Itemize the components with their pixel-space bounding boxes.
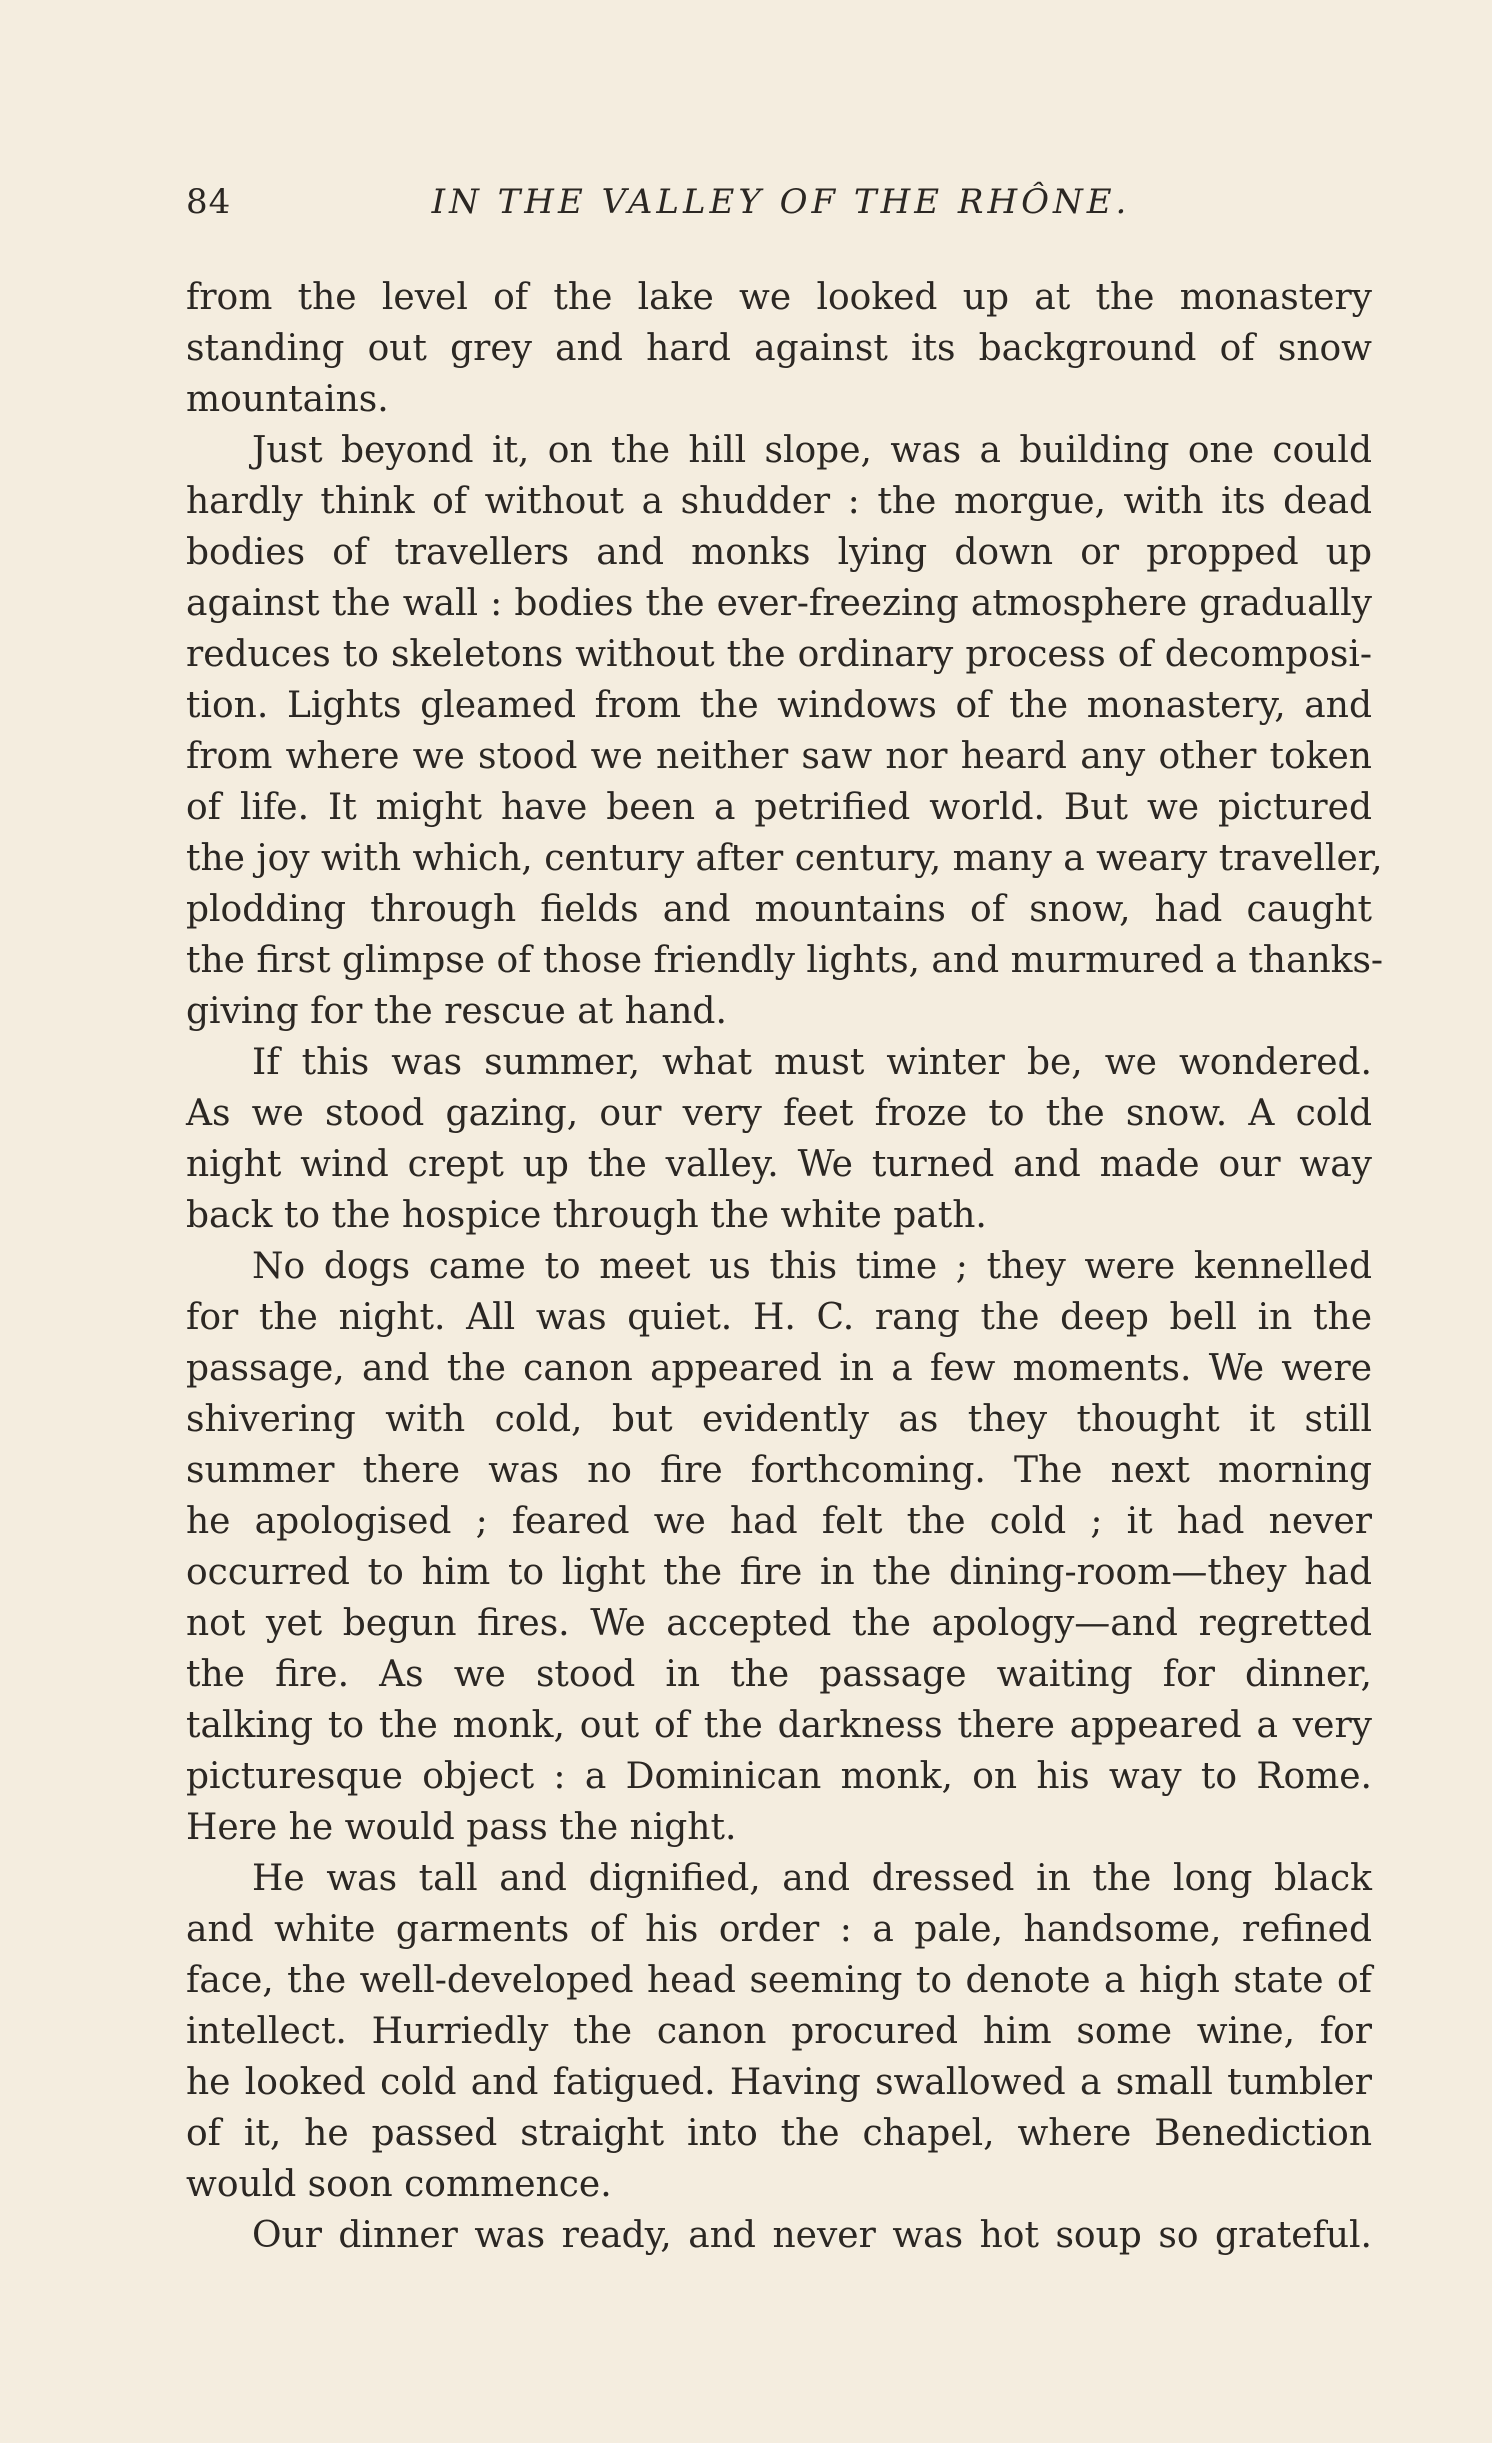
text-line: the fire. As we stood in the passage waiting for dinner,	[186, 1654, 1372, 1695]
text-line: from where we stood we neither saw nor heard any other token	[186, 736, 1372, 777]
text-line: Just beyond it, on the hill slope, was a building one could	[252, 430, 1372, 471]
text-line: Our dinner was ready, and never was hot soup so grateful.	[252, 2215, 1372, 2256]
text-line: back to the hospice through the white path.	[186, 1195, 987, 1236]
text-line: No dogs came to meet us this time ; they were kennelled	[252, 1246, 1372, 1287]
text-line: for the night. All was quiet. H. C. rang the deep bell in the	[186, 1297, 1372, 1338]
text-line: reduces to skeletons without the ordinary process of decomposi-	[186, 634, 1372, 675]
text-line: Here he would pass the night.	[186, 1807, 737, 1848]
text-line: intellect. Hurriedly the canon procured him some wine, for	[186, 2011, 1372, 2052]
text-line: hardly think of without a shudder : the morgue, with its dead	[186, 481, 1372, 522]
text-line: mountains.	[186, 379, 389, 420]
text-line: from the level of the lake we looked up at the monastery	[186, 277, 1372, 318]
text-line: he apologised ; feared we had felt the cold ; it had never	[186, 1501, 1372, 1542]
running-title: IN THE VALLEY OF THE RHÔNE.	[431, 182, 1131, 222]
page-header	[186, 182, 1376, 242]
text-line: giving for the rescue at hand.	[186, 991, 727, 1032]
text-line: of it, he passed straight into the chapel, where Benediction	[186, 2113, 1372, 2154]
text-line: bodies of travellers and monks lying down or propped up	[186, 532, 1372, 573]
text-line: and white garments of his order : a pale, handsome, refined	[186, 1909, 1372, 1950]
text-line: the joy with which, century after century, many a weary traveller,	[186, 838, 1383, 879]
text-line: If this was summer, what must winter be, we wondered.	[252, 1042, 1372, 1083]
text-line: tion. Lights gleamed from the windows of the monastery, and	[186, 685, 1372, 726]
text-line: not yet begun fires. We accepted the apology—and regretted	[186, 1603, 1372, 1644]
text-line: He was tall and dignified, and dressed in the long black	[252, 1858, 1372, 1899]
text-line: standing out grey and hard against its background of snow	[186, 328, 1372, 369]
text-line: As we stood gazing, our very feet froze to the snow. A cold	[186, 1093, 1372, 1134]
text-line: summer there was no fire forthcoming. The next morning	[186, 1450, 1372, 1491]
body-text	[186, 272, 1384, 2261]
text-line: would soon commence.	[186, 2164, 612, 2205]
text-line: he looked cold and fatigued. Having swallowed a small tumbler	[186, 2062, 1372, 2103]
text-line: night wind crept up the valley. We turned and made our way	[186, 1144, 1372, 1185]
text-line: the first glimpse of those friendly lights, and murmured a thanks-	[186, 940, 1384, 981]
page-number: 84	[186, 182, 232, 222]
text-line: against the wall : bodies the ever-freezing atmosphere gradually	[186, 583, 1372, 624]
text-line: shivering with cold, but evidently as they thought it still	[186, 1399, 1372, 1440]
text-line: face, the well-developed head seeming to denote a high state of	[186, 1960, 1372, 2001]
text-line: talking to the monk, out of the darkness there appeared a very	[186, 1705, 1372, 1746]
text-line: picturesque object : a Dominican monk, on his way to Rome.	[186, 1756, 1372, 1797]
text-line: occurred to him to light the fire in the dining-room—they had	[186, 1552, 1372, 1593]
text-line: of life. It might have been a petrified world. But we pictured	[186, 787, 1372, 828]
text-line: passage, and the canon appeared in a few moments. We were	[186, 1348, 1372, 1389]
text-line: plodding through fields and mountains of snow, had caught	[186, 889, 1372, 930]
